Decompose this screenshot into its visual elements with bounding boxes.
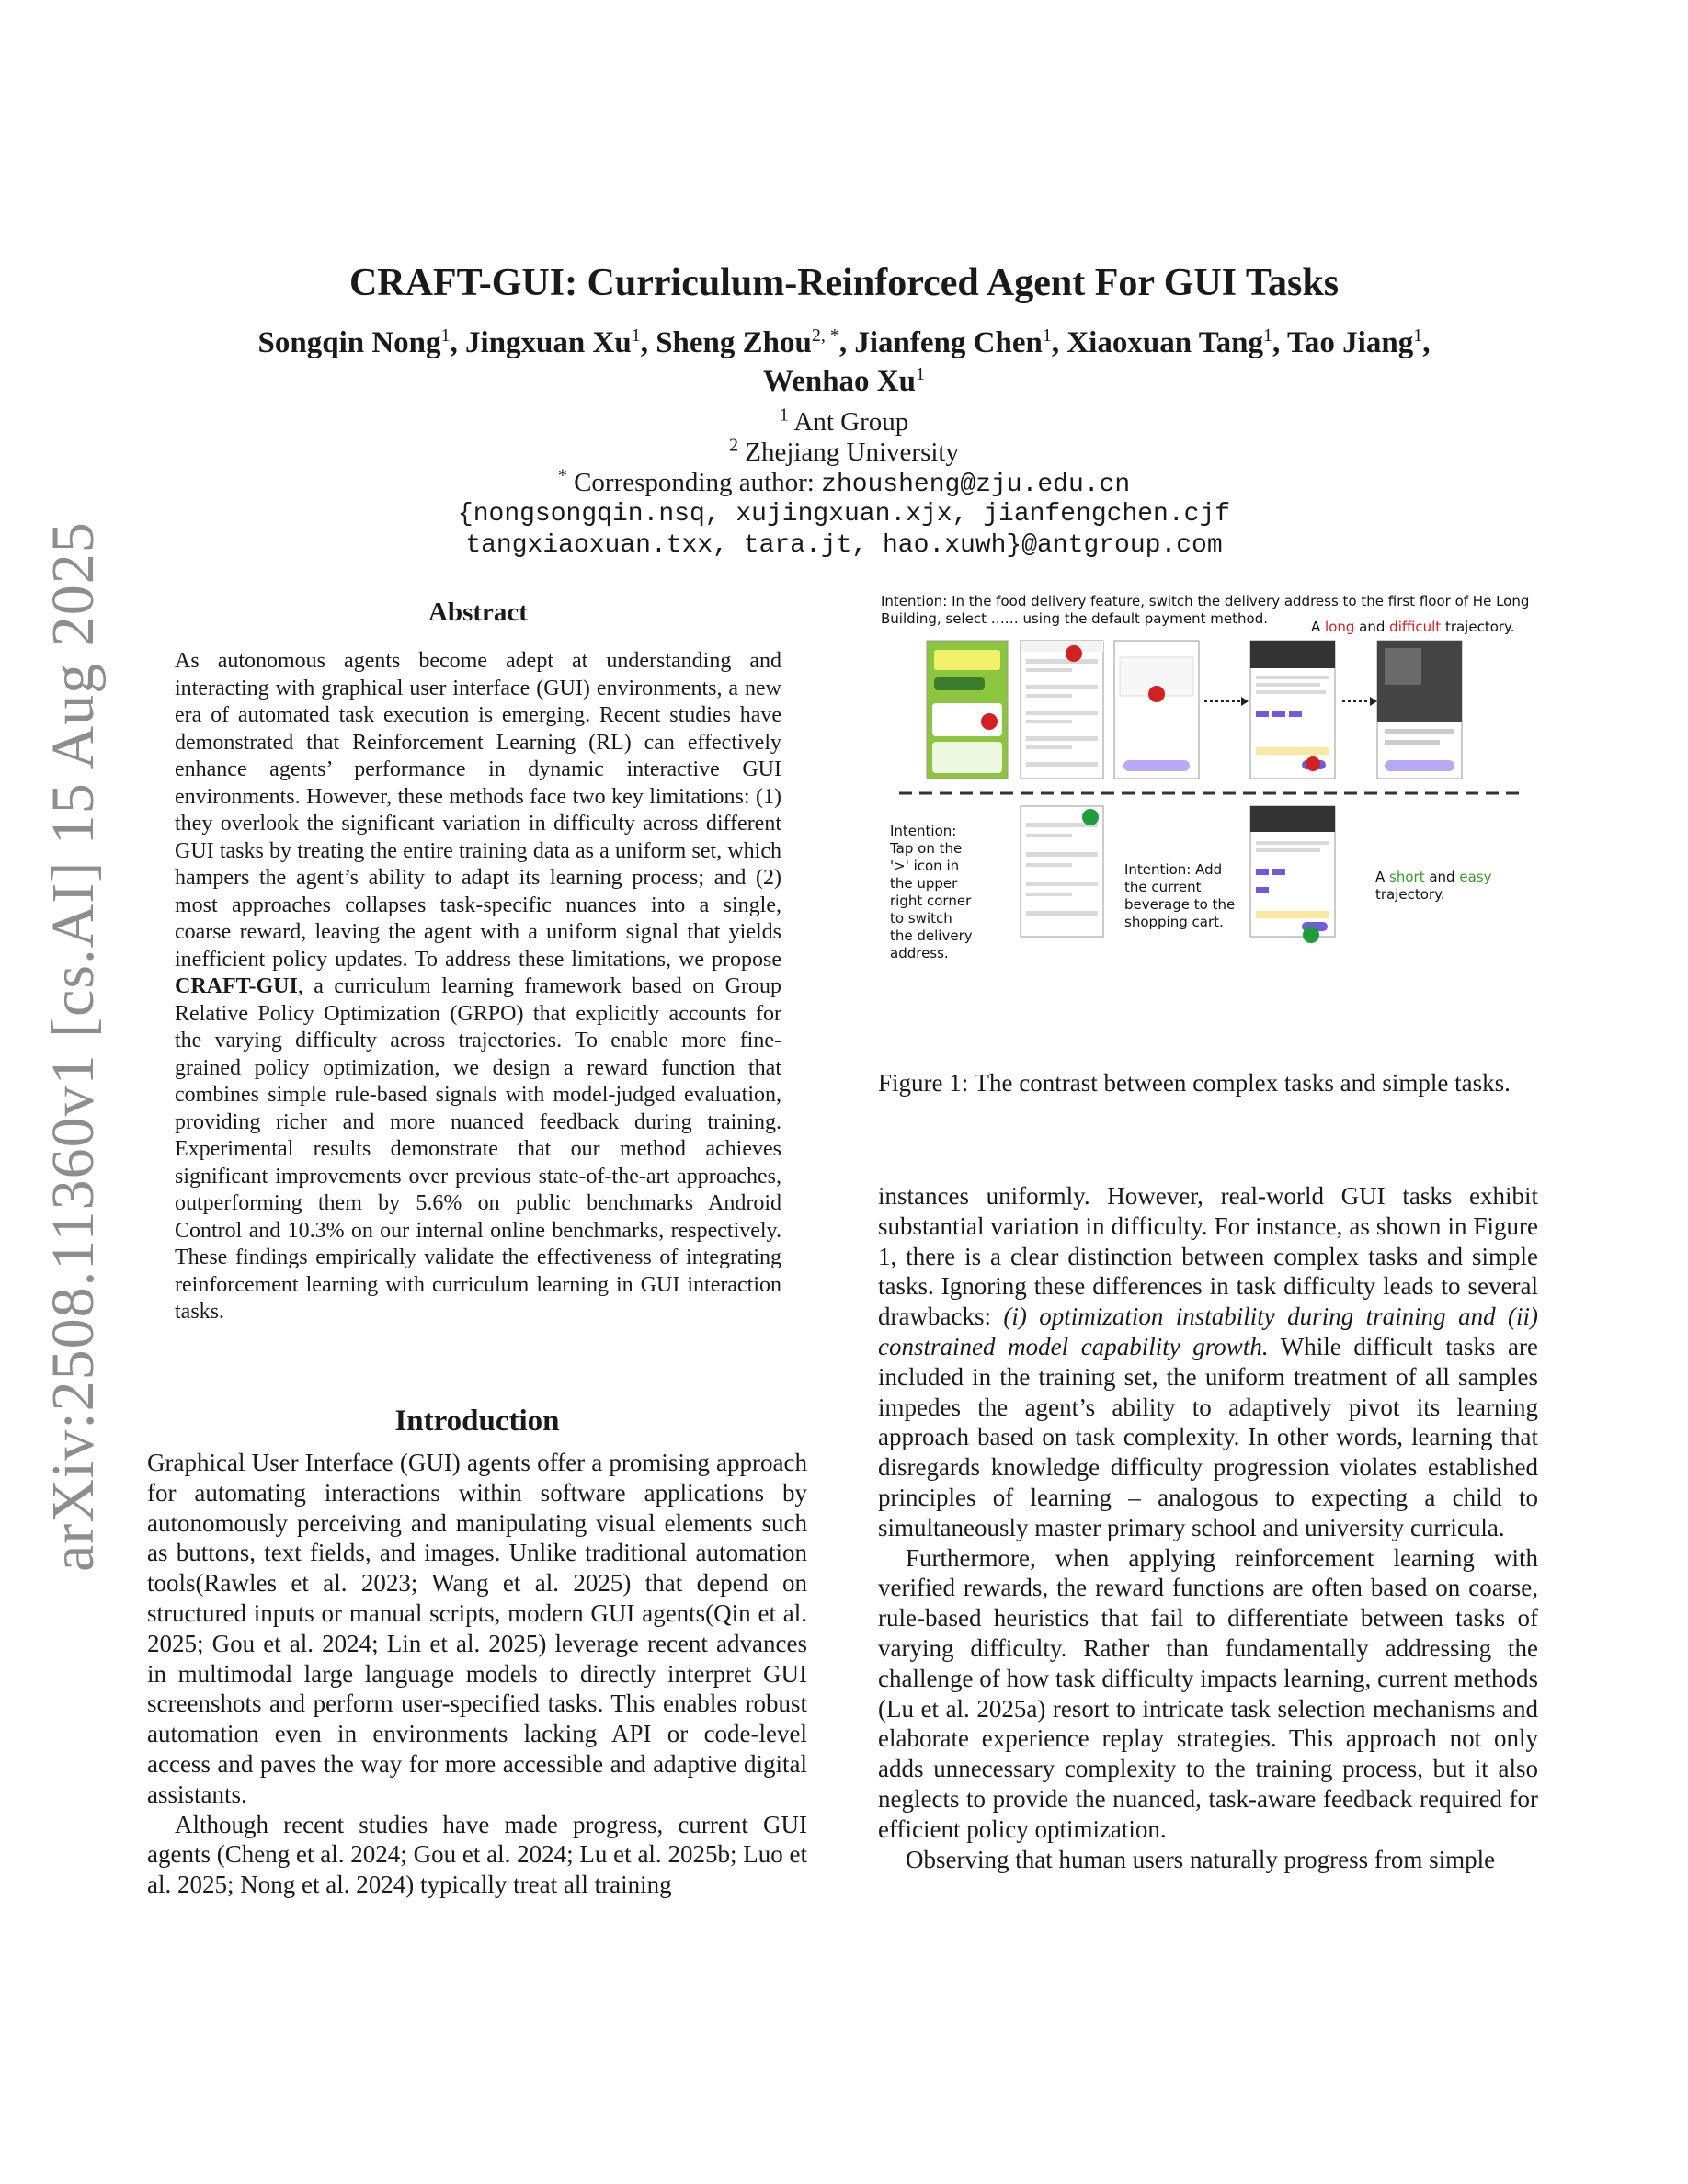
right-column-body [878, 1181, 1538, 1874]
paper-title: CRAFT-GUI: Curriculum-Reinforced Agent For GUI Tasks [348, 262, 1340, 304]
author-list: Songqin Nong$^1$, Jingxuan Xu$^1$, Sheng Zhou$^{2, *}$, Jianfeng Chen$^1$, Xiaoxuan Tang$^1$, Tao Jiang$^1$, Wenhao Xu$^1$ [257, 325, 1431, 398]
screenshot-detail-1 [1250, 641, 1335, 779]
figure-intention-top: Intention: In the food delivery feature, switch the delivery address to the first floor of He Long Building, select …… using the default payment method. [881, 593, 1530, 627]
author: Tao Jiang [1286, 326, 1414, 359]
figure-1-caption: Figure 1: The contrast between complex tasks and simple tasks. [878, 1069, 1511, 1097]
screenshot-home [927, 641, 1008, 779]
screenshot-detail-2 [1250, 806, 1335, 937]
author: Songqin Nong [257, 326, 441, 359]
screenshot-list-1 [1021, 641, 1103, 779]
abstract-heading: Abstract [428, 597, 528, 627]
screenshot-list-2 [1114, 641, 1199, 779]
method-name: CRAFT-GUI [175, 974, 298, 998]
affiliation: $^2$ Zhejiang University [728, 435, 959, 467]
author: Jianfeng Chen [854, 326, 1043, 359]
author: Jingxuan Xu [465, 326, 632, 359]
author-sup: 1 [631, 325, 641, 346]
paragraph: instances uniformly. However, real-world GUI tasks exhibit substantial variation in difficulty. For instance, as shown in Figure 1, there is a clear distinction between complex tasks and simple tasks. Ignoring these differences in task difficulty leads to several drawbacks: (i) optimization instability during training and (ii) constrained model capability growth. While difficult tasks are included in the training set, the uniform treatment of all samples impedes the agent’s ability to adaptively pivot its learning approach based on task complexity. In other words, learning that disregards knowledge difficulty progression violates established principles of learning – analogous to expecting a child to simultaneously master primary school and university curricula. [878, 1182, 1538, 1541]
email-list-line-1: {nongsongqin.nsq, xujingxuan.xjx, jianfengchen.cjf [457, 500, 1231, 529]
figure-1 [881, 593, 1543, 1048]
abstract-body: As autonomous agents become adept at understanding and interacting with graphical user interface (GUI) environments, a new era of automated task execution is emerging. Recent studies have demonstrated that Reinforcement Learning (RL) can effectively enhance agents’ performance in dynamic interactive GUI environments. However, these methods face two key limitations: (1) they overlook the significant variation in difficulty across different GUI tasks by treating the entire training data as a uniform set, which hampers the agent’s ability to adapt its learning process; and (2) most approaches collapses task-specific nuances into a single, coarse reward, leaving the agent with a uniform signal that yields inefficient policy updates. To address these limitations, we propose CRAFT-GUI, a curriculum learning framework based on Group Relative Policy Optimization (GRPO) that explicitly accounts for the varying difficulty across trajectories. To enable more fine-grained policy optimization, we design a reward function that combines simple rule-based signals with model-judged evaluation, providing richer and more nuanced feedback during training. Experimental results demonstrate that our method achieves significant improvements over previous state-of-the-art approaches, outperforming them by 5.6% on public benchmarks Android Control and 10.3% on our internal online benchmarks, respectively. These findings empirically validate the effectiveness of integrating reinforcement learning with curriculum learning in GUI interaction tasks. [175, 649, 781, 1324]
figure-intention-left: Intention: Tap on the '>' icon in the upper right corner to switch the delivery address. [890, 823, 973, 961]
screenshot-dialog [1377, 641, 1462, 779]
author-sup: 2, * [811, 325, 839, 346]
author-sup: 1 [1263, 325, 1273, 346]
figure-intention-mid: Intention: Add the current beverage to the shopping cart. [1124, 861, 1236, 930]
figure-long-trajectory-label: A long and difficult trajectory. [1311, 619, 1543, 635]
paragraph: Graphical User Interface (GUI) agents offer a promising approach for automating interactions within software applications by autonomously perceiving and manipulating visual elements such as buttons, text fields, and images. Unlike traditional automation tools(Rawles et al. 2023; Wang et al. 2025) that depend on structured inputs or manual scripts, modern GUI agents(Qin et al. 2025; Gou et al. 2024; Lin et al. 2025) leverage recent advances in multimodal large language models to directly interpret GUI screenshots and perform user-specified tasks. This enables robust automation even in environments lacking API or code-level access and paves the way for more accessible and adaptive digital assistants. [147, 1449, 807, 1808]
paragraph: Although recent studies have made progress, current GUI agents (Cheng et al. 2024; Gou et al. 2024; Lu et al. 2025b; Luo et al. 2025; Nong et al. 2024) typically treat all training [147, 1810, 807, 1899]
hand-pointer-icon [1082, 809, 1099, 825]
introduction-heading: Introduction [394, 1405, 560, 1438]
author: Sheng Zhou [656, 326, 812, 359]
author: Wenhao Xu [763, 365, 916, 398]
affiliation: $^1$ Ant Group [779, 404, 909, 437]
figure-short-trajectory-label: A short and easy trajectory. [1375, 869, 1492, 903]
introduction-body [147, 1448, 807, 1900]
author: Xiaoxuan Tang [1066, 326, 1264, 359]
hand-pointer-icon [1303, 927, 1319, 943]
screenshot-list-3 [1021, 806, 1103, 937]
corresponding-author: * Corresponding author: zhousheng@zju.edu.cn [557, 465, 1131, 499]
arxiv-identifier: arXiv:2508.11360v1 [cs.AI] 15 Aug 2025 [40, 521, 107, 1572]
email-list-line-2: tangxiaoxuan.txx, tara.jt, hao.xuwh}@antgroup.com [465, 531, 1223, 560]
paragraph: Furthermore, when applying reinforcement learning with verified rewards, the reward functions are often based on coarse, rule-based heuristics that fail to differentiate between tasks of varying difficulty. Rather than fundamentally addressing the challenge of how task difficulty impacts learning, current methods (Lu et al. 2025a) resort to intricate task selection mechanisms and elaborate experience replay strategies. This approach not only adds unnecessary complexity to the training process, but it also neglects to provide the nuanced, task-aware feedback required for efficient policy optimization. [878, 1543, 1538, 1843]
author-sup: 1 [440, 325, 451, 346]
author-sup: 1 [1413, 325, 1423, 346]
author-sup: 1 [915, 364, 925, 384]
author-sup: 1 [1042, 325, 1052, 346]
figure-1-graphic [881, 593, 1543, 1048]
corresponding-email[interactable]: zhousheng@zju.edu.cn [821, 471, 1131, 499]
paragraph: Observing that human users naturally progress from simple [906, 1845, 1496, 1873]
